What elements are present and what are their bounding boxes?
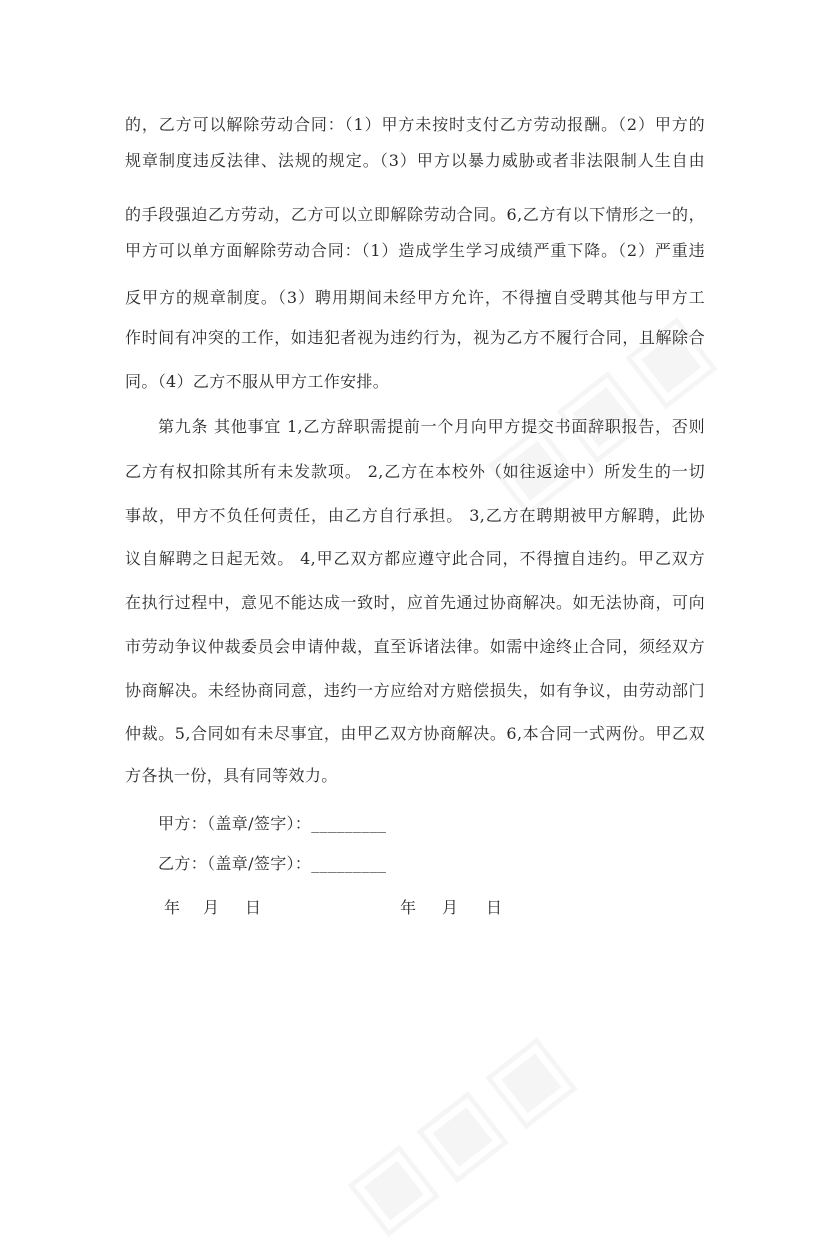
signature-party-a: 甲方：（盖章/签字）：_________	[158, 814, 387, 833]
paragraph1-line-5: 反甲方的规章制度。（3）聘用期间未经甲方允许，不得擅自受聘其他与甲方工	[125, 288, 705, 307]
paragraph2-line-4: 议自解聘之日起无效。 4,甲乙双方都应遵守此合同，不得擅自违约。甲乙双方	[125, 549, 705, 568]
paragraph1-line-2: 规章制度违反法律、法规的规定。（3）甲方以暴力威胁或者非法限制人生自由	[125, 151, 705, 170]
paragraph2-line-9: 方各执一份，具有同等效力。	[125, 766, 338, 785]
paragraph1-line-4: 甲方可以单方面解除劳动合同：（1）造成学生学习成绩严重下降。（2）严重违	[125, 241, 705, 260]
paragraph2-line-5: 在执行过程中，意见不能达成一致时，应首先通过协商解决。如无法协商，可向	[125, 593, 705, 612]
paragraph2-line-3: 事故，甲方不负任何责任，由乙方自行承担。 3,乙方在聘期被甲方解聘，此协	[125, 506, 705, 525]
date-right-month: 月	[442, 898, 459, 917]
date-right-year: 年	[400, 898, 417, 917]
paragraph2-line-6: 市劳动争议仲裁委员会申请仲裁，直至诉诸法律。如需中途终止合同，须经双方	[125, 637, 705, 656]
paragraph2-line-2: 乙方有权扣除其所有未发款项。 2,乙方在本校外（如往返途中）所发生的一切	[125, 462, 705, 481]
date-right-day: 日	[486, 898, 503, 917]
date-left-month: 月	[203, 898, 220, 917]
paragraph1-line-6: 作时间有冲突的工作，如违犯者视为违约行为，视为乙方不履行合同，且解除合	[125, 328, 705, 347]
signature-party-b: 乙方：（盖章/签字）：_________	[158, 854, 387, 873]
paragraph2-line-1: 第九条 其他事宜 1,乙方辞职需提前一个月向甲方提交书面辞职报告，否则	[158, 417, 705, 436]
paragraph1-line-3: 的手段强迫乙方劳动，乙方可以立即解除劳动合同。6,乙方有以下情形之一的，	[125, 205, 705, 224]
paragraph2-line-8: 仲裁。5,合同如有未尽事宜，由甲乙双方协商解决。6,本合同一式两份。甲乙双	[125, 724, 705, 743]
date-left-year: 年	[164, 898, 181, 917]
paragraph2-line-7: 协商解决。未经协商同意，违约一方应给对方赔偿损失，如有争议，由劳动部门	[125, 681, 705, 700]
watermark-mark-bottom	[327, 1010, 595, 1250]
paragraph1-line-1: 的，乙方可以解除劳动合同：（1）甲方未按时支付乙方劳动报酬。（2）甲方的	[125, 115, 705, 134]
paragraph1-line-7: 同。（4）乙方不服从甲方工作安排。	[125, 372, 390, 391]
watermark-mark	[467, 290, 735, 530]
date-left-day: 日	[245, 898, 262, 917]
